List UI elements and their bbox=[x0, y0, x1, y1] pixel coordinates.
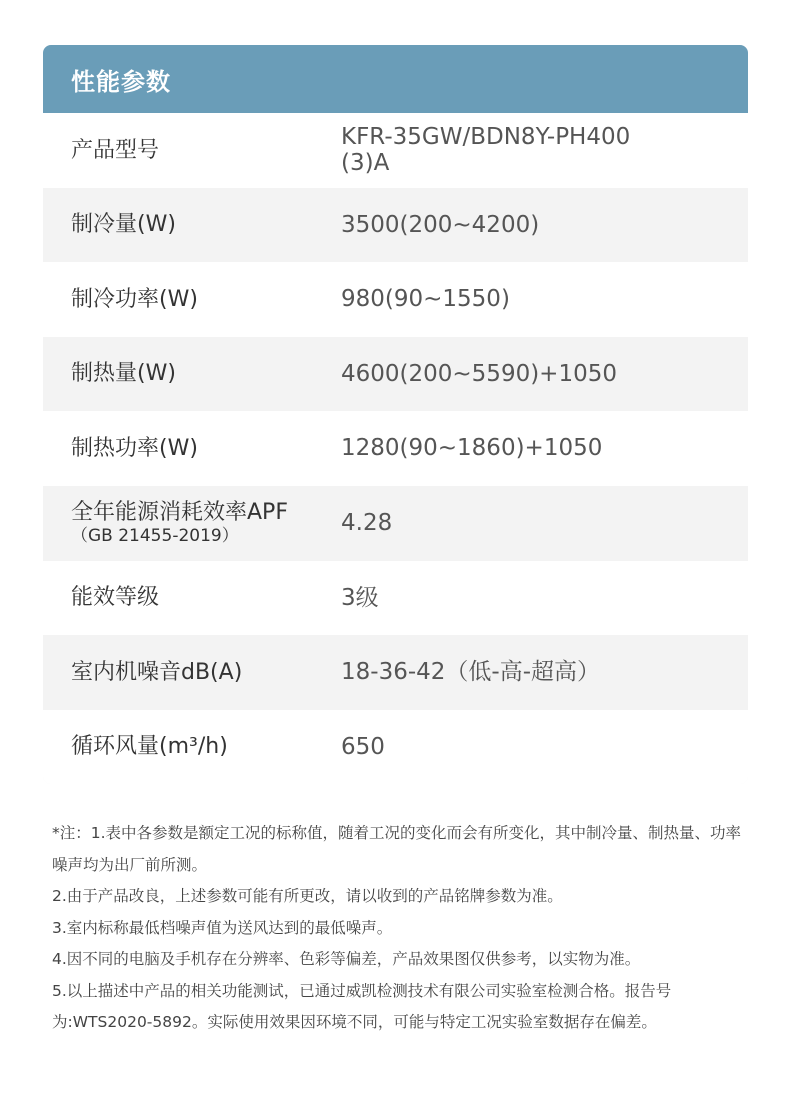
row-value: 4600(200~5590)+1050 bbox=[341, 360, 617, 387]
note-1: *注：1.表中各参数是额定工况的标称值，随着工况的变化而会有所变化，其中制冷量、制热量、功率噪声均为出厂前所测。 bbox=[52, 824, 742, 874]
row-label: 制冷量(W) bbox=[71, 212, 176, 238]
row-label: 制热量(W) bbox=[71, 361, 176, 387]
note-3: 3.室内标称最低档噪声值为送风达到的最低噪声。 bbox=[52, 918, 393, 937]
row-value: 3级 bbox=[341, 584, 379, 611]
row-label bbox=[43, 500, 341, 547]
table-row-cooling-capacity bbox=[43, 188, 748, 263]
row-value: 1280(90~1860)+1050 bbox=[341, 435, 603, 462]
row-label: 能效等级 bbox=[71, 585, 160, 611]
row-value: 18-36-42（低-高-超高） bbox=[341, 659, 600, 686]
apf-label: 全年能源消耗效率APF bbox=[71, 499, 288, 525]
row-value: 4.28 bbox=[341, 510, 393, 537]
row-value: 980(90~1550) bbox=[341, 286, 510, 313]
card-title: 性能参数 bbox=[43, 45, 748, 113]
row-label: 制冷功率(W) bbox=[71, 286, 198, 312]
note-4: 4.因不同的电脑及手机存在分辨率、色彩等偏差，产品效果图仅供参考，以实物为准。 bbox=[52, 950, 641, 968]
row-label: 室内机噪音dB(A) bbox=[71, 659, 243, 685]
row-value: 650 bbox=[341, 733, 385, 760]
note-5: 5.以上描述中产品的相关功能测试，已通过威凯检测技术有限公司实验室检测合格。报告号为:WTS2020-5892。实际使用效果因环境不同，可能与特定工况实验室数据存在偏差。 bbox=[52, 981, 672, 1031]
footnotes bbox=[52, 818, 752, 1039]
table-row-model bbox=[43, 113, 748, 188]
table-row-heating-capacity bbox=[43, 337, 748, 412]
table-row-apf bbox=[43, 486, 748, 561]
table-row-noise bbox=[43, 635, 748, 710]
row-label: 循环风量(m³/h) bbox=[71, 734, 228, 760]
row-label: 制热功率(W) bbox=[71, 436, 198, 462]
table-row-cooling-power bbox=[43, 262, 748, 337]
note-2: 2.由于产品改良，上述参数可能有所更改，请以收到的产品铭牌参数为准。 bbox=[52, 887, 563, 905]
table-row-heating-power bbox=[43, 411, 748, 486]
table-row-energy-grade bbox=[43, 561, 748, 636]
performance-parameters-card bbox=[43, 45, 748, 784]
table-row-airflow bbox=[43, 710, 748, 784]
row-value: 3500(200~4200) bbox=[341, 211, 540, 238]
row-label: 产品型号 bbox=[71, 137, 160, 163]
apf-standard: （GB 21455-2019） bbox=[71, 526, 239, 547]
parameter-table bbox=[43, 113, 748, 784]
row-value: KFR-35GW/BDN8Y-PH400(3)A bbox=[341, 123, 631, 177]
